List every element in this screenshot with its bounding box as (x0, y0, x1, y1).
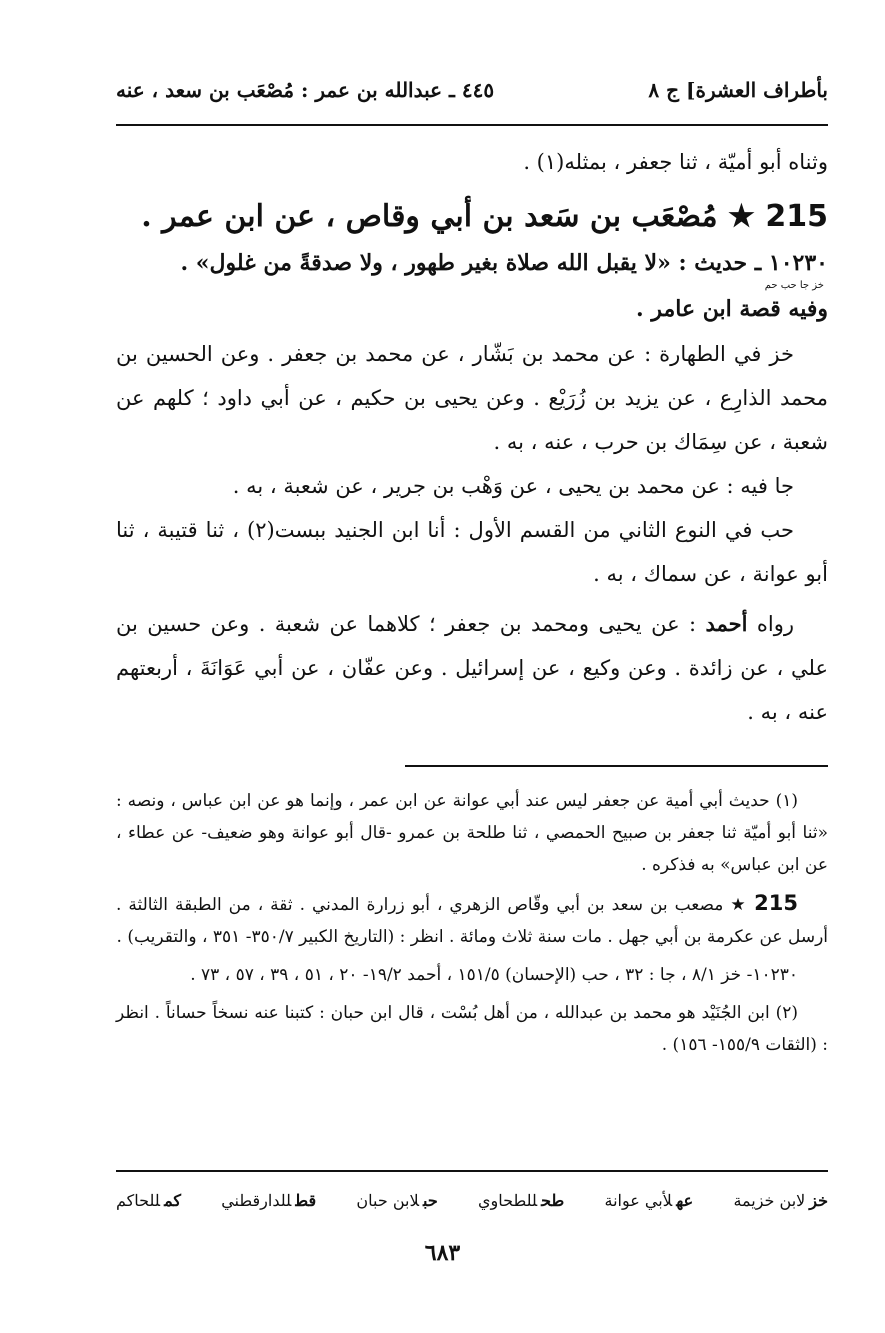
footnote-10230: ١٠٢٣٠- خز ٨/١ ، جا : ٣٢ ، حب (الإحسان) ١٥١/٥ ، أحمد ١٩/٢- ٢٠ ، ٥١ ، ٣٩ ، ٥٧ ، ٧٣ . (190, 965, 798, 985)
paragraph-ahmad-name: أحمد (705, 611, 748, 636)
abbr-item: خزلابن خزيمة (733, 1190, 828, 1210)
hadith-sigla: خز جا حب حم (764, 280, 824, 291)
header-book-volume: بأطراف العشرة] ج ٨ (648, 78, 828, 102)
footnotes (116, 785, 828, 1067)
abbr-item: كمللحاكم (116, 1190, 181, 1210)
entry-number: 215 (765, 199, 828, 234)
footnote-1: (١) حديث أبي أمية عن جعفر ليس عند أبي عوانة عن ابن عمر ، وإنما هو عن ابن عباس ، ونصه : «ثنا أبو أميّة ثنا جعفر بن صبيح الحمصي ، ثنا طلحة بن عمرو -قال أبو عوانة وهو ضعيف- عن عطاء ، عن ابن عباس» به فذكره . (116, 791, 828, 875)
footnote-215 (116, 887, 828, 953)
hadith-block (116, 246, 828, 326)
running-header (116, 70, 828, 110)
header-rule (116, 124, 828, 126)
footnote-2: (٢) ابن الجُنَيْد هو محمد بن عبدالله ، من أهل بُسْت ، قال ابن حبان : كتبنا عنه نسخاً حساناً . انظر : (الثقات ١٥٥/٩- ١٥٦) . (116, 1003, 828, 1055)
paragraph-ahmad-rest: : عن يحيى ومحمد بن جعفر ؛ كلاهما عن شعبة . وعن حسين بن علي ، عن زائدة . وعن وكيع ، عن إسرائيل . وعن عفّان ، عن أبي عَوَانَةَ ، أربعتهم عنه ، به . (116, 612, 828, 724)
entry-heading (116, 192, 828, 242)
abbr-item: قطللدارقطني (221, 1190, 317, 1210)
paragraph-khz: خز في الطهارة : عن محمد بن بَشّار ، عن محمد بن جعفر . وعن الحسين بن محمد الذارِع ، عن يزيد بن زُرَيْع . وعن يحيى بن حكيم ، عن أبي داود ؛ كلهم عن شعبة ، عن سِمَاك بن حرب ، عنه ، به . (116, 342, 828, 454)
header-chapter: ٤٤٥ ـ عبدالله بن عمر : مُصْعَب بن سعد ، عنه (116, 78, 495, 102)
abbr-item: حبلابن حبان (356, 1190, 438, 1210)
page-number: ٦٨٣ (424, 1240, 461, 1266)
paragraph-ja: جا فيه : عن محمد بن يحيى ، عن وَهْب بن جرير ، عن شعبة ، به . (232, 474, 794, 498)
footnote-215-text: مصعب بن سعد بن أبي وقّاص الزهري ، أبو زرارة المدني . ثقة ، من الطبقة الثالثة . أرسل عن عكرمة بن أبي جهل . مات سنة ثلاث ومائة . انظر : (التاريخ الكبير ٣٥٠/٧- ٣٥١ ، والتقريب) . (116, 895, 828, 947)
hadith-extra: وفيه قصة ابن عامر . (636, 296, 828, 322)
star-icon: ★ (728, 199, 755, 234)
abbr-item: طحللطحاوي (478, 1190, 565, 1210)
abbreviations-key (116, 1180, 828, 1220)
footnote-215-number: 215 (754, 891, 799, 915)
entry-title: مُصْعَب بن سَعد بن أبي وقاص ، عن ابن عمر . (141, 199, 718, 234)
paragraph-ahmad-start: رواه (756, 612, 794, 636)
continuation-line: وثناه أبو أميّة ، ثنا جعفر ، بمثله(١) . (523, 150, 828, 174)
abbreviations-rule (116, 1170, 828, 1172)
paragraph-hb: حب في النوع الثاني من القسم الأول : أنا ابن الجنيد ببست(٢) ، ثنا قتيبة ، ثنا أبو عوانة ، عن سماك ، به . (116, 518, 828, 586)
hadith-text: ١٠٢٣٠ ـ حديث : «لا يقبل الله صلاة بغير طهور ، ولا صدقةً من غلول» . (180, 250, 828, 276)
main-text (116, 140, 828, 734)
footnote-rule (405, 765, 828, 767)
paragraph-ahmad (116, 602, 828, 734)
star-icon: ★ (730, 895, 748, 915)
abbr-item: عهلأبي عوانة (604, 1190, 694, 1210)
